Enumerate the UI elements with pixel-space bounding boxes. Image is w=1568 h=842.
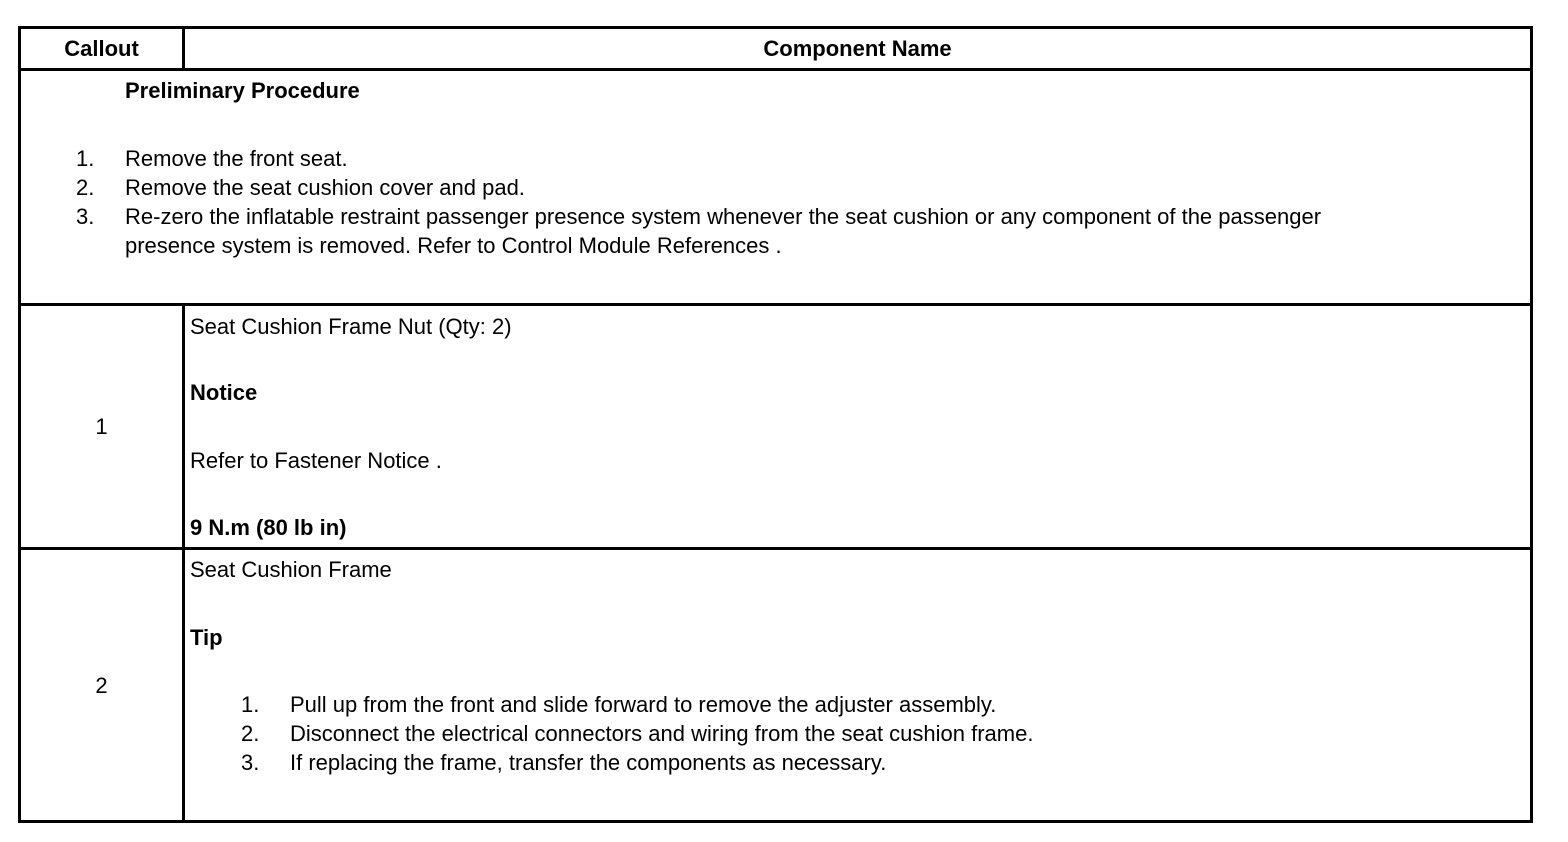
preliminary-title: Preliminary Procedure <box>125 78 360 103</box>
preliminary-step-number: 1. <box>76 146 95 171</box>
preliminary-step-number: 2. <box>76 175 95 200</box>
preliminary-step-text: Re-zero the inflatable restraint passenger presence system whenever the seat cushion or any component of the passenger <box>125 204 1322 229</box>
callout-number: 1 <box>95 414 108 439</box>
preliminary-step-text: Remove the front seat. <box>125 146 348 171</box>
tip-step-text: Disconnect the electrical connectors and wiring from the seat cushion frame. <box>290 721 1034 746</box>
procedure-table <box>18 26 1533 823</box>
callout-number: 2 <box>95 673 108 698</box>
tip-step-text: If replacing the frame, transfer the components as necessary. <box>290 750 887 775</box>
torque-spec: 9 N.m (80 lb in) <box>190 515 347 540</box>
column-divider <box>182 306 185 820</box>
notice-text: Refer to Fastener Notice . <box>190 448 442 473</box>
preliminary-step-number: 3. <box>76 204 95 229</box>
preliminary-step-text: Remove the seat cushion cover and pad. <box>125 175 525 200</box>
header-callout: Callout <box>64 36 139 61</box>
tip-label: Tip <box>190 625 223 650</box>
notice-label: Notice <box>190 380 258 405</box>
row-divider <box>21 547 1530 550</box>
tip-step-text: Pull up from the front and slide forward to remove the adjuster assembly. <box>290 692 997 717</box>
header-component-name: Component Name <box>763 36 952 61</box>
preliminary-step-text-continued: presence system is removed. Refer to Control Module References . <box>125 233 782 258</box>
component-name: Seat Cushion Frame <box>190 557 392 582</box>
component-name: Seat Cushion Frame Nut (Qty: 2) <box>190 314 512 339</box>
tip-step-number: 1. <box>241 692 260 717</box>
tip-step-number: 3. <box>241 750 260 775</box>
tip-step-number: 2. <box>241 721 260 746</box>
header-divider <box>21 68 1530 71</box>
preliminary-divider <box>21 303 1530 306</box>
